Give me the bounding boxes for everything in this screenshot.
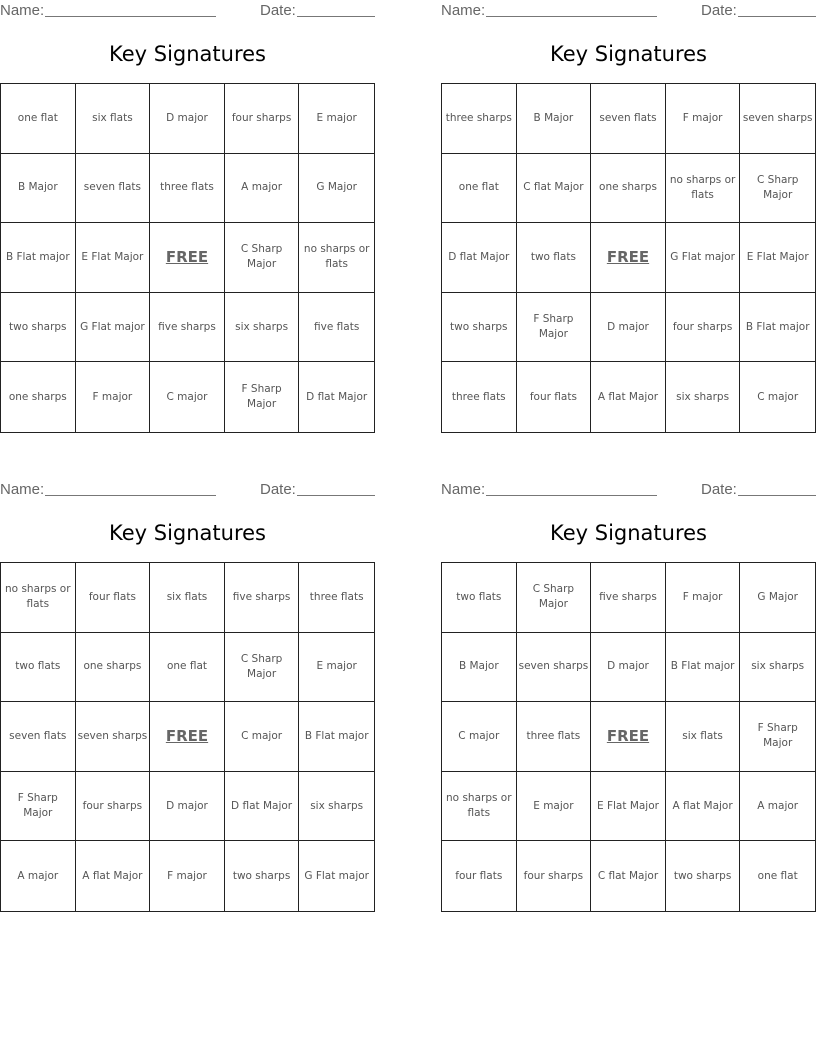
grid-cell: E Flat Major: [740, 223, 815, 293]
bingo-card: [441, 479, 816, 911]
grid-cell: A flat Major: [591, 362, 666, 432]
grid-cell: C Sharp Major: [225, 223, 300, 293]
name-label: Name:: [441, 481, 486, 498]
card-title: Key Signatures: [550, 521, 707, 545]
grid-cell: A major: [740, 772, 815, 842]
grid-cell: one flat: [150, 633, 225, 703]
grid-cell: seven flats: [76, 154, 151, 224]
grid-cell: D flat Major: [442, 223, 517, 293]
date-label: Date:: [701, 2, 737, 19]
grid-cell: F major: [666, 84, 741, 154]
grid-cell: G Major: [299, 154, 374, 224]
grid-cell: five sharps: [150, 293, 225, 363]
card-title: Key Signatures: [109, 42, 266, 66]
free-cell: FREE: [150, 702, 225, 772]
grid-cell: one flat: [1, 84, 76, 154]
grid-cell: four sharps: [517, 841, 592, 911]
grid-cell: C flat Major: [517, 154, 592, 224]
grid-cell: G Flat major: [304, 869, 369, 882]
grid-cell: B Flat major: [1, 223, 76, 293]
grid-cell: D major: [150, 84, 225, 154]
grid-cell: E major: [517, 772, 592, 842]
date-label: Date:: [260, 481, 296, 498]
free-cell: FREE: [150, 223, 225, 293]
grid-cell: four sharps: [225, 84, 300, 154]
grid-cell: six sharps: [225, 293, 300, 363]
card-title: Key Signatures: [109, 521, 266, 545]
grid-cell: F Sharp Major: [1, 772, 76, 842]
grid-cell: D flat Major: [306, 390, 368, 403]
grid-cell: B Flat major: [740, 293, 815, 363]
grid-cell: seven flats: [1, 702, 76, 772]
name-label: Name:: [0, 481, 45, 498]
grid-cell: B Major: [517, 84, 592, 154]
bingo-card: [441, 0, 816, 432]
grid-cell: E major: [299, 633, 374, 703]
grid-cell: seven sharps: [517, 633, 592, 703]
name-label: Name:: [0, 2, 45, 19]
card-title: Key Signatures: [550, 42, 707, 66]
date-line: [738, 495, 816, 496]
grid-cell: C Sharp Major: [225, 633, 300, 703]
grid-cell: four sharps: [666, 293, 741, 363]
name-line: [45, 16, 216, 17]
grid-cell: two sharps: [225, 841, 300, 911]
grid-cell: six sharps: [299, 772, 374, 842]
date-label: Date:: [701, 481, 737, 498]
date-label: Date:: [260, 2, 296, 19]
grid-cell: F Sharp Major: [225, 362, 300, 432]
grid-cell: three flats: [517, 702, 592, 772]
bingo-card: [0, 0, 375, 432]
grid-cell: F Sharp Major: [517, 293, 592, 363]
grid-cell: no sharps or flats: [442, 772, 517, 842]
grid-cell: two flats: [1, 633, 76, 703]
grid-cell: two flats: [517, 223, 592, 293]
grid-cell: G Flat major: [76, 293, 151, 363]
name-line: [486, 16, 657, 17]
grid-cell: one flat: [442, 154, 517, 224]
grid-cell: four flats: [442, 841, 517, 911]
grid-cell: four sharps: [76, 772, 151, 842]
grid-cell: one sharps: [76, 633, 151, 703]
grid-cell: six sharps: [740, 633, 815, 703]
name-line: [45, 495, 216, 496]
grid-cell: three flats: [150, 154, 225, 224]
grid-cell: six flats: [76, 84, 151, 154]
grid-cell: five sharps: [225, 563, 300, 633]
date-line: [297, 16, 375, 17]
grid-cell: A flat Major: [666, 772, 741, 842]
grid-cell: G Major: [740, 563, 815, 633]
grid-cell: three flats: [299, 563, 374, 633]
date-line: [738, 16, 816, 17]
grid-cell: five sharps: [591, 563, 666, 633]
grid-cell: E major: [299, 84, 374, 154]
grid-cell: no sharps or flats: [1, 563, 76, 633]
grid-cell: A major: [225, 154, 300, 224]
grid-cell: three sharps: [442, 84, 517, 154]
card-header: [0, 479, 375, 499]
name-label: Name:: [441, 2, 486, 19]
grid-cell: E Flat Major: [76, 223, 151, 293]
grid-cell: five flats: [299, 293, 374, 363]
grid-cell: C Sharp Major: [740, 154, 815, 224]
bingo-card: [0, 479, 375, 911]
grid-cell: one flat: [757, 869, 798, 882]
grid-cell: seven flats: [591, 84, 666, 154]
grid-cell: C major: [442, 702, 517, 772]
date-line: [297, 495, 375, 496]
grid-cell: A flat Major: [76, 841, 151, 911]
grid-cell: C flat Major: [591, 841, 666, 911]
grid-cell: two flats: [442, 563, 517, 633]
grid-cell: F Sharp Major: [740, 702, 815, 772]
card-header: [441, 479, 816, 499]
grid-cell: three flats: [442, 362, 517, 432]
grid-cell: E Flat Major: [591, 772, 666, 842]
grid-cell: C major: [757, 390, 799, 403]
grid-cell: no sharps or flats: [666, 154, 741, 224]
card-header: [0, 0, 375, 20]
grid-cell: C major: [150, 362, 225, 432]
grid-cell: D major: [591, 293, 666, 363]
grid-cell: C major: [225, 702, 300, 772]
grid-cell: C Sharp Major: [517, 563, 592, 633]
name-line: [486, 495, 657, 496]
card-header: [441, 0, 816, 20]
grid-cell: two sharps: [442, 293, 517, 363]
grid-cell: F major: [666, 563, 741, 633]
grid-cell: four flats: [517, 362, 592, 432]
grid-cell: D major: [150, 772, 225, 842]
grid-cell: A major: [1, 841, 76, 911]
grid-cell: one sharps: [1, 362, 76, 432]
grid-cell: B Major: [1, 154, 76, 224]
grid-cell: G Flat major: [666, 223, 741, 293]
grid-cell: D major: [591, 633, 666, 703]
free-cell: FREE: [591, 223, 666, 293]
grid-cell: no sharps or flats: [299, 223, 374, 293]
grid-cell: seven sharps: [76, 702, 151, 772]
grid-cell: B Flat major: [299, 702, 374, 772]
grid-cell: two sharps: [666, 841, 741, 911]
grid-cell: F major: [76, 362, 151, 432]
grid-cell: D flat Major: [225, 772, 300, 842]
bingo-grid: [0, 562, 375, 912]
grid-cell: six flats: [150, 563, 225, 633]
grid-cell: two sharps: [1, 293, 76, 363]
grid-cell: four flats: [76, 563, 151, 633]
grid-cell: F major: [150, 841, 225, 911]
bingo-grid: [441, 83, 816, 433]
grid-cell: seven sharps: [740, 84, 815, 154]
bingo-grid: [441, 562, 816, 912]
bingo-grid: [0, 83, 375, 433]
grid-cell: B Major: [442, 633, 517, 703]
grid-cell: six flats: [666, 702, 741, 772]
grid-cell: six sharps: [666, 362, 741, 432]
grid-cell: one sharps: [591, 154, 666, 224]
free-cell: FREE: [591, 702, 666, 772]
grid-cell: B Flat major: [666, 633, 741, 703]
